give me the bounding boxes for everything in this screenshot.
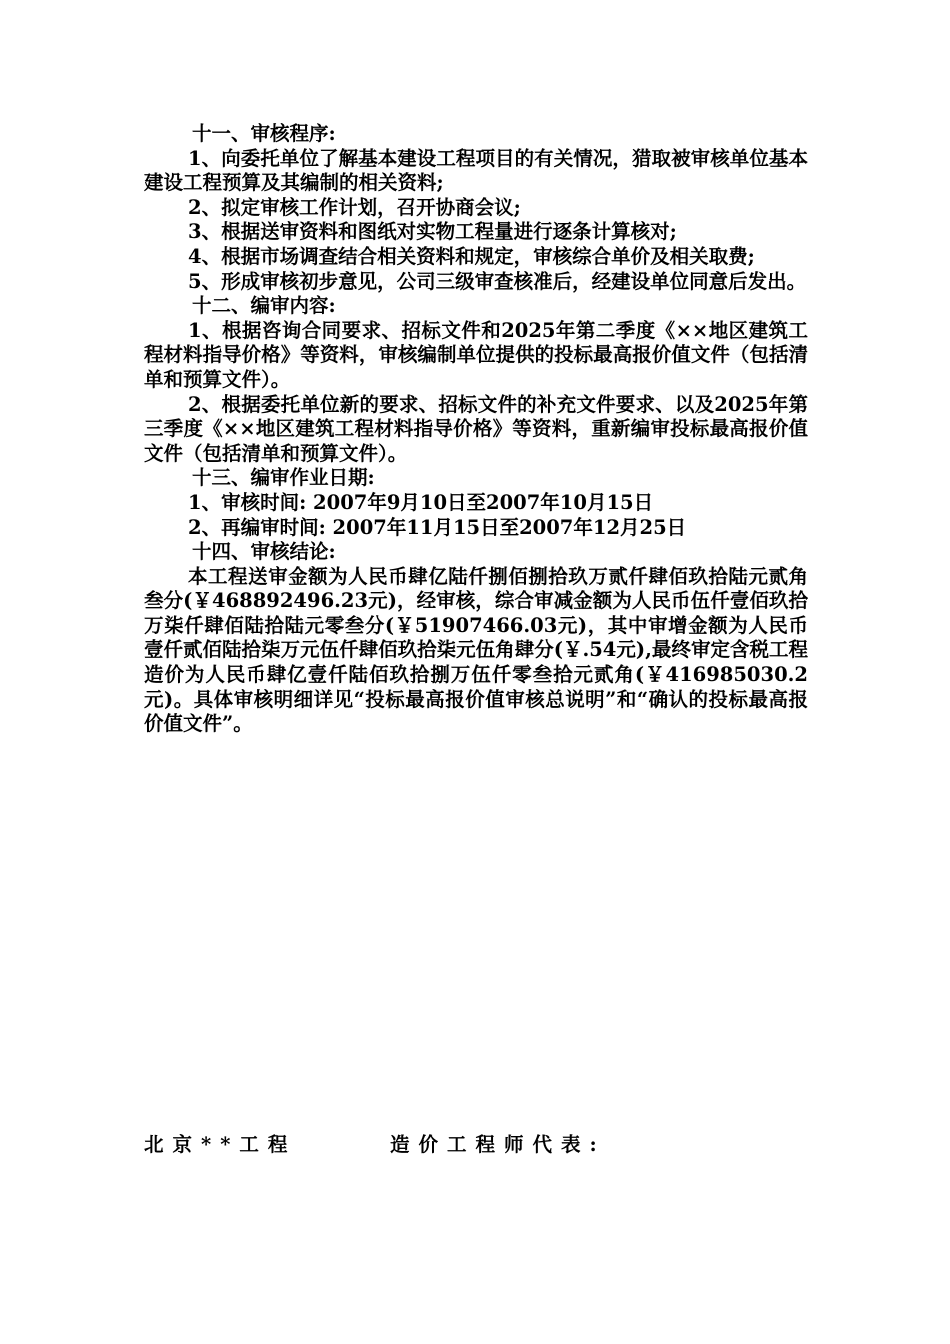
section-11-item-2: 2、拟定审核工作计划，召开协商会议; xyxy=(188,195,521,219)
section-11-item-1: 1、向委托单位了解基本建设工程项目的有关情况，猎取被审核单位基本建设工程预算及其编制的相关资料; xyxy=(144,146,808,195)
section-11-item-4: 4、根据市场调查结合相关资料和规定，审核综合单价及相关取费; xyxy=(188,244,755,268)
section-11-item-3: 3、根据送审资料和图纸对实物工程量进行逐条计算核对; xyxy=(188,220,677,244)
section-14-body: 本工程送审金额为人民币肆亿陆仟捌佰捌拾玖万贰仟肆佰玖拾陆元贰角叁分(￥468892496.23元)，经审核，综合审减金额为人民币伍仟壹佰玖拾万柒仟肆佰陆拾陆元零叁分(￥51907466.03元)，其中审增金额为人民币壹仟贰佰陆拾柒万元伍仟肆佰玖拾柒元伍角肆分(￥.54元),最终审定含税工程造价为人民币肆亿壹仟陆佰玖拾捌万伍仟零叁拾元贰角(￥416985030.2元)。具体审核明细详见“投标最高报价值审核总说明”和“确认的投标最高报价值文件”。 xyxy=(144,564,808,736)
section-13-item-1: 1、审核时间: 2007年9月10日至2007年10月15日 xyxy=(188,490,654,514)
section-11-title: 十一、审核程序: xyxy=(192,122,336,145)
section-13-item-2: 2、再编审时间: 2007年11月15日至2007年12月25日 xyxy=(188,515,687,539)
section-12-title: 十二、编审内容: xyxy=(192,294,336,318)
signature-company: 北京**工程 xyxy=(144,1133,297,1156)
section-13-title: 十三、编审作业日期: xyxy=(192,466,375,490)
section-12-item-2: 2、根据委托单位新的要求、招标文件的补充文件要求、以及2025年第三季度《××地区建筑工程材料指导价格》等资料，重新编审投标最高报价值文件（包括清单和预算文件）。 xyxy=(144,392,808,465)
section-14-title: 十四、审核结论: xyxy=(192,540,336,564)
section-11-item-5: 5、形成审核初步意见，公司三级审查核准后，经建设单位同意后发出。 xyxy=(188,269,807,293)
signature-engineer-label: 造价工程师代表: xyxy=(390,1133,606,1156)
section-12-item-1: 1、根据咨询合同要求、招标文件和2025年第二季度《××地区建筑工程材料指导价格》等资料，审核编制单位提供的投标最高报价值文件（包括清单和预算文件）。 xyxy=(144,318,808,391)
document-body xyxy=(144,122,808,737)
